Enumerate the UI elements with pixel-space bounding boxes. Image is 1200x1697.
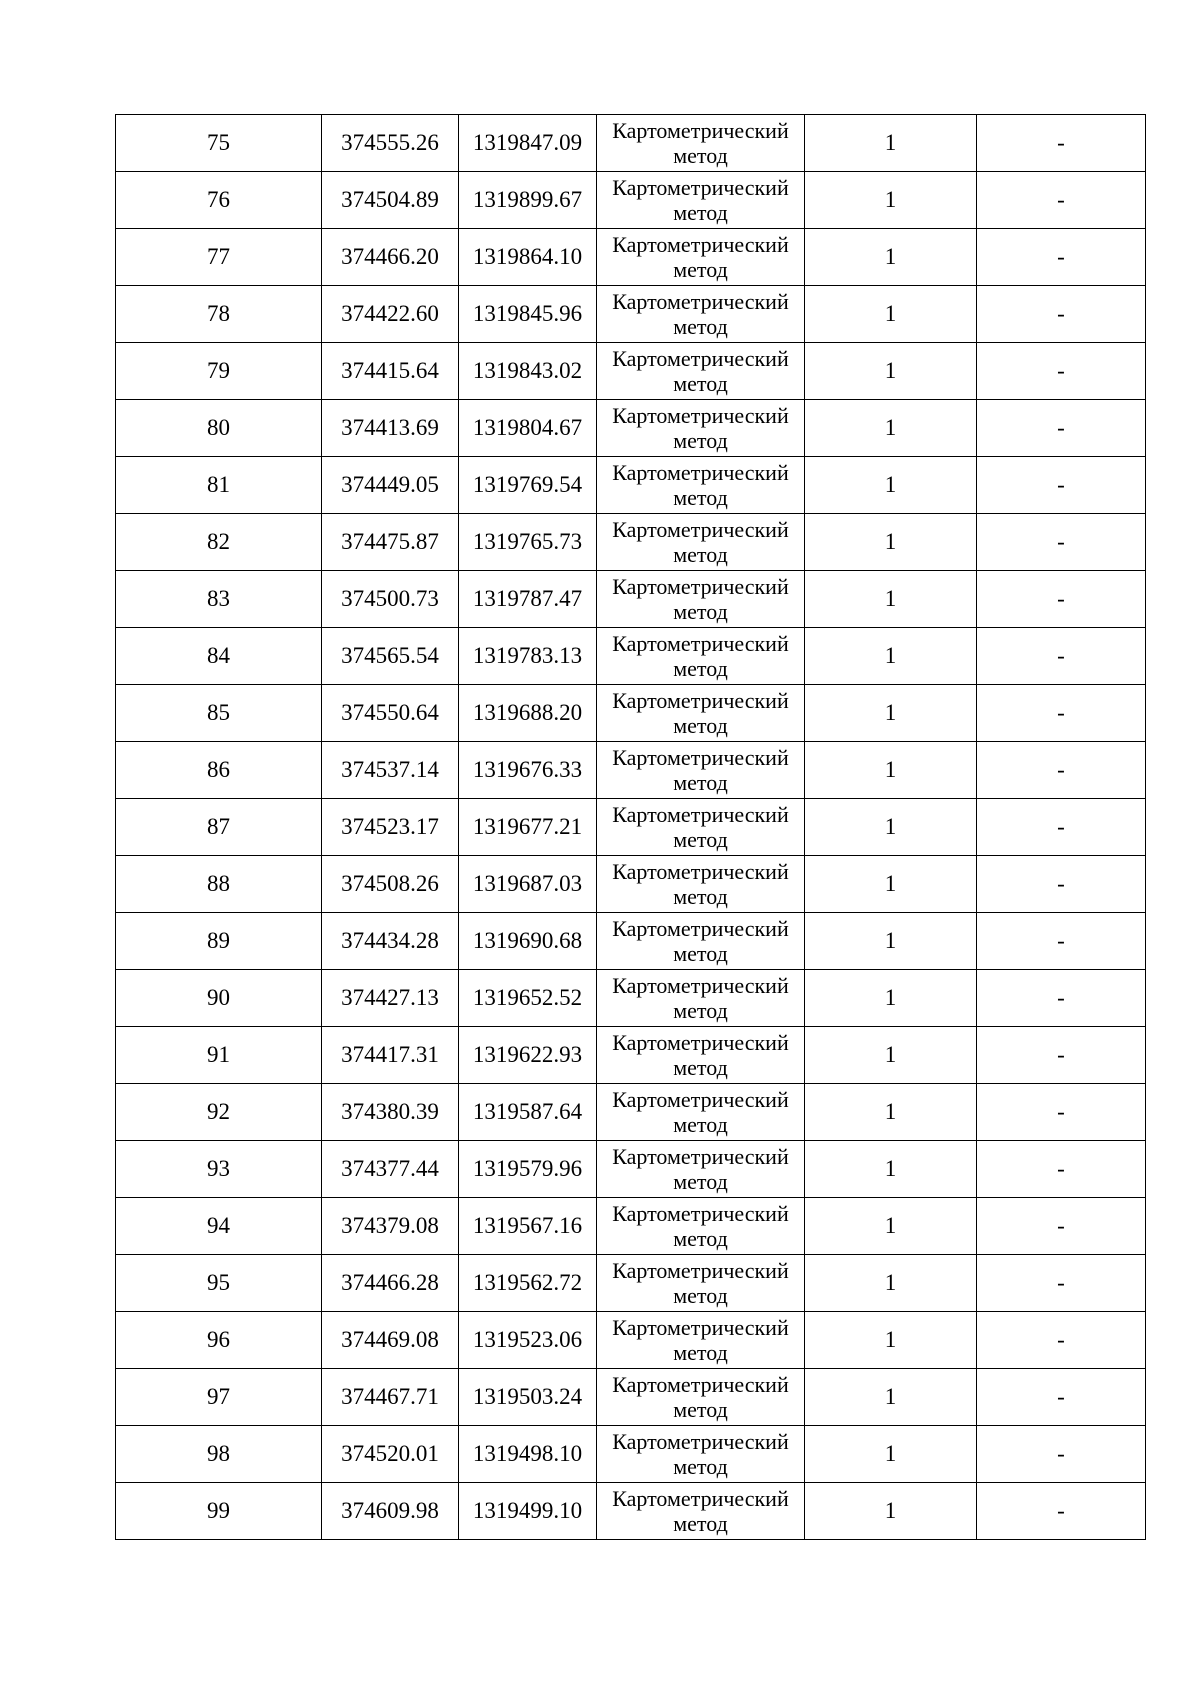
- method-line-2: метод: [673, 143, 728, 168]
- point-number-cell: 78: [116, 286, 322, 343]
- method-line-2: метод: [673, 1454, 728, 1479]
- y-coordinate-cell: 1319765.73: [459, 514, 597, 571]
- x-coordinate-cell: 374466.28: [322, 1255, 459, 1312]
- method-line-2: метод: [673, 371, 728, 396]
- note-cell: -: [977, 1255, 1146, 1312]
- note-cell: -: [977, 685, 1146, 742]
- table-row: [116, 799, 1146, 856]
- accuracy-cell: 1: [805, 286, 977, 343]
- x-coordinate-cell: 374520.01: [322, 1426, 459, 1483]
- method-line-2: метод: [673, 314, 728, 339]
- x-coordinate-cell: 374422.60: [322, 286, 459, 343]
- y-coordinate-cell: 1319499.10: [459, 1483, 597, 1540]
- y-coordinate-cell: 1319652.52: [459, 970, 597, 1027]
- note-cell: -: [977, 628, 1146, 685]
- x-coordinate-cell: 374523.17: [322, 799, 459, 856]
- note-cell: -: [977, 343, 1146, 400]
- note-cell: -: [977, 571, 1146, 628]
- note-cell: -: [977, 1483, 1146, 1540]
- table-row: [116, 457, 1146, 514]
- x-coordinate-cell: 374565.54: [322, 628, 459, 685]
- method-cell: [597, 286, 805, 343]
- x-coordinate-cell: 374467.71: [322, 1369, 459, 1426]
- point-number-cell: 93: [116, 1141, 322, 1198]
- note-cell: -: [977, 229, 1146, 286]
- y-coordinate-cell: 1319523.06: [459, 1312, 597, 1369]
- method-cell: [597, 229, 805, 286]
- method-line-2: метод: [673, 827, 728, 852]
- accuracy-cell: 1: [805, 1084, 977, 1141]
- method-line-1: Картометрический: [612, 745, 789, 770]
- y-coordinate-cell: 1319562.72: [459, 1255, 597, 1312]
- method-line-2: метод: [673, 428, 728, 453]
- x-coordinate-cell: 374469.08: [322, 1312, 459, 1369]
- method-line-2: метод: [673, 770, 728, 795]
- note-cell: -: [977, 514, 1146, 571]
- method-cell: [597, 457, 805, 514]
- table-row: [116, 1141, 1146, 1198]
- method-cell: [597, 1312, 805, 1369]
- method-line-1: Картометрический: [612, 1258, 789, 1283]
- accuracy-cell: 1: [805, 628, 977, 685]
- method-line-1: Картометрический: [612, 1087, 789, 1112]
- point-number-cell: 91: [116, 1027, 322, 1084]
- x-coordinate-cell: 374415.64: [322, 343, 459, 400]
- note-cell: -: [977, 1084, 1146, 1141]
- coordinates-table: [115, 114, 1146, 1540]
- x-coordinate-cell: 374609.98: [322, 1483, 459, 1540]
- method-line-1: Картометрический: [612, 859, 789, 884]
- accuracy-cell: 1: [805, 571, 977, 628]
- method-line-1: Картометрический: [612, 688, 789, 713]
- note-cell: -: [977, 1027, 1146, 1084]
- table-row: [116, 628, 1146, 685]
- method-line-1: Картометрический: [612, 232, 789, 257]
- method-line-1: Картометрический: [612, 802, 789, 827]
- note-cell: -: [977, 400, 1146, 457]
- point-number-cell: 99: [116, 1483, 322, 1540]
- table-row: [116, 286, 1146, 343]
- y-coordinate-cell: 1319899.67: [459, 172, 597, 229]
- y-coordinate-cell: 1319864.10: [459, 229, 597, 286]
- method-line-2: метод: [673, 1283, 728, 1308]
- table-row: [116, 970, 1146, 1027]
- table-row: [116, 172, 1146, 229]
- method-cell: [597, 400, 805, 457]
- accuracy-cell: 1: [805, 457, 977, 514]
- method-cell: [597, 742, 805, 799]
- y-coordinate-cell: 1319677.21: [459, 799, 597, 856]
- table-row: [116, 400, 1146, 457]
- accuracy-cell: 1: [805, 970, 977, 1027]
- method-cell: [597, 1141, 805, 1198]
- method-line-1: Картометрический: [612, 916, 789, 941]
- point-number-cell: 85: [116, 685, 322, 742]
- x-coordinate-cell: 374475.87: [322, 514, 459, 571]
- y-coordinate-cell: 1319503.24: [459, 1369, 597, 1426]
- table-row: [116, 742, 1146, 799]
- note-cell: -: [977, 457, 1146, 514]
- method-line-2: метод: [673, 1397, 728, 1422]
- method-line-1: Картометрический: [612, 973, 789, 998]
- method-line-2: метод: [673, 542, 728, 567]
- table-row: [116, 571, 1146, 628]
- y-coordinate-cell: 1319769.54: [459, 457, 597, 514]
- method-line-2: метод: [673, 656, 728, 681]
- point-number-cell: 79: [116, 343, 322, 400]
- method-cell: [597, 115, 805, 172]
- x-coordinate-cell: 374413.69: [322, 400, 459, 457]
- point-number-cell: 92: [116, 1084, 322, 1141]
- method-cell: [597, 1084, 805, 1141]
- x-coordinate-cell: 374504.89: [322, 172, 459, 229]
- method-line-2: метод: [673, 1340, 728, 1365]
- note-cell: -: [977, 1369, 1146, 1426]
- accuracy-cell: 1: [805, 742, 977, 799]
- table-row: [116, 115, 1146, 172]
- method-line-1: Картометрический: [612, 1429, 789, 1454]
- method-cell: [597, 1255, 805, 1312]
- point-number-cell: 87: [116, 799, 322, 856]
- accuracy-cell: 1: [805, 799, 977, 856]
- method-cell: [597, 1198, 805, 1255]
- method-cell: [597, 1027, 805, 1084]
- x-coordinate-cell: 374466.20: [322, 229, 459, 286]
- y-coordinate-cell: 1319687.03: [459, 856, 597, 913]
- method-cell: [597, 172, 805, 229]
- method-cell: [597, 1369, 805, 1426]
- point-number-cell: 94: [116, 1198, 322, 1255]
- table-row: [116, 1255, 1146, 1312]
- accuracy-cell: 1: [805, 343, 977, 400]
- table-row: [116, 1312, 1146, 1369]
- point-number-cell: 89: [116, 913, 322, 970]
- x-coordinate-cell: 374417.31: [322, 1027, 459, 1084]
- method-line-1: Картометрический: [612, 574, 789, 599]
- method-cell: [597, 685, 805, 742]
- method-line-1: Картометрический: [612, 403, 789, 428]
- accuracy-cell: 1: [805, 400, 977, 457]
- y-coordinate-cell: 1319690.68: [459, 913, 597, 970]
- method-line-2: метод: [673, 1226, 728, 1251]
- accuracy-cell: 1: [805, 1027, 977, 1084]
- table-row: [116, 229, 1146, 286]
- method-line-1: Картометрический: [612, 517, 789, 542]
- x-coordinate-cell: 374537.14: [322, 742, 459, 799]
- method-line-1: Картометрический: [612, 1486, 789, 1511]
- method-line-2: метод: [673, 884, 728, 909]
- point-number-cell: 96: [116, 1312, 322, 1369]
- point-number-cell: 75: [116, 115, 322, 172]
- table-row: [116, 514, 1146, 571]
- point-number-cell: 81: [116, 457, 322, 514]
- method-line-1: Картометрический: [612, 346, 789, 371]
- accuracy-cell: 1: [805, 1426, 977, 1483]
- note-cell: -: [977, 1141, 1146, 1198]
- method-line-1: Картометрический: [612, 289, 789, 314]
- method-cell: [597, 970, 805, 1027]
- method-cell: [597, 799, 805, 856]
- point-number-cell: 98: [116, 1426, 322, 1483]
- accuracy-cell: 1: [805, 1141, 977, 1198]
- method-line-1: Картометрический: [612, 1030, 789, 1055]
- accuracy-cell: 1: [805, 1198, 977, 1255]
- note-cell: -: [977, 856, 1146, 913]
- method-line-2: метод: [673, 1511, 728, 1536]
- y-coordinate-cell: 1319622.93: [459, 1027, 597, 1084]
- method-line-2: метод: [673, 1055, 728, 1080]
- table-row: [116, 685, 1146, 742]
- note-cell: -: [977, 799, 1146, 856]
- note-cell: -: [977, 172, 1146, 229]
- method-line-1: Картометрический: [612, 631, 789, 656]
- y-coordinate-cell: 1319579.96: [459, 1141, 597, 1198]
- method-cell: [597, 343, 805, 400]
- table-row: [116, 1027, 1146, 1084]
- note-cell: -: [977, 1198, 1146, 1255]
- accuracy-cell: 1: [805, 1369, 977, 1426]
- point-number-cell: 97: [116, 1369, 322, 1426]
- method-line-1: Картометрический: [612, 1144, 789, 1169]
- y-coordinate-cell: 1319843.02: [459, 343, 597, 400]
- accuracy-cell: 1: [805, 1483, 977, 1540]
- accuracy-cell: 1: [805, 913, 977, 970]
- table-row: [116, 1426, 1146, 1483]
- note-cell: -: [977, 115, 1146, 172]
- x-coordinate-cell: 374449.05: [322, 457, 459, 514]
- method-line-1: Картометрический: [612, 1201, 789, 1226]
- table-row: [116, 856, 1146, 913]
- y-coordinate-cell: 1319804.67: [459, 400, 597, 457]
- point-number-cell: 80: [116, 400, 322, 457]
- method-line-1: Картометрический: [612, 1315, 789, 1340]
- y-coordinate-cell: 1319787.47: [459, 571, 597, 628]
- point-number-cell: 84: [116, 628, 322, 685]
- point-number-cell: 83: [116, 571, 322, 628]
- y-coordinate-cell: 1319498.10: [459, 1426, 597, 1483]
- accuracy-cell: 1: [805, 514, 977, 571]
- method-line-1: Картометрический: [612, 175, 789, 200]
- table-row: [116, 1198, 1146, 1255]
- table-row: [116, 913, 1146, 970]
- method-cell: [597, 913, 805, 970]
- y-coordinate-cell: 1319688.20: [459, 685, 597, 742]
- x-coordinate-cell: 374379.08: [322, 1198, 459, 1255]
- x-coordinate-cell: 374500.73: [322, 571, 459, 628]
- note-cell: -: [977, 913, 1146, 970]
- y-coordinate-cell: 1319783.13: [459, 628, 597, 685]
- accuracy-cell: 1: [805, 1312, 977, 1369]
- x-coordinate-cell: 374555.26: [322, 115, 459, 172]
- method-cell: [597, 1483, 805, 1540]
- table-row: [116, 1483, 1146, 1540]
- method-line-2: метод: [673, 941, 728, 966]
- y-coordinate-cell: 1319845.96: [459, 286, 597, 343]
- y-coordinate-cell: 1319847.09: [459, 115, 597, 172]
- note-cell: -: [977, 286, 1146, 343]
- accuracy-cell: 1: [805, 1255, 977, 1312]
- method-line-2: метод: [673, 200, 728, 225]
- point-number-cell: 95: [116, 1255, 322, 1312]
- y-coordinate-cell: 1319676.33: [459, 742, 597, 799]
- point-number-cell: 90: [116, 970, 322, 1027]
- x-coordinate-cell: 374508.26: [322, 856, 459, 913]
- point-number-cell: 77: [116, 229, 322, 286]
- method-line-1: Картометрический: [612, 1372, 789, 1397]
- point-number-cell: 82: [116, 514, 322, 571]
- method-line-2: метод: [673, 998, 728, 1023]
- x-coordinate-cell: 374550.64: [322, 685, 459, 742]
- method-cell: [597, 856, 805, 913]
- method-cell: [597, 1426, 805, 1483]
- accuracy-cell: 1: [805, 856, 977, 913]
- point-number-cell: 76: [116, 172, 322, 229]
- x-coordinate-cell: 374377.44: [322, 1141, 459, 1198]
- method-line-2: метод: [673, 599, 728, 624]
- point-number-cell: 88: [116, 856, 322, 913]
- table-row: [116, 1369, 1146, 1426]
- point-number-cell: 86: [116, 742, 322, 799]
- accuracy-cell: 1: [805, 685, 977, 742]
- method-cell: [597, 514, 805, 571]
- method-line-2: метод: [673, 1169, 728, 1194]
- method-line-2: метод: [673, 713, 728, 738]
- x-coordinate-cell: 374434.28: [322, 913, 459, 970]
- note-cell: -: [977, 1426, 1146, 1483]
- method-cell: [597, 628, 805, 685]
- note-cell: -: [977, 1312, 1146, 1369]
- method-line-1: Картометрический: [612, 460, 789, 485]
- note-cell: -: [977, 742, 1146, 799]
- accuracy-cell: 1: [805, 172, 977, 229]
- note-cell: -: [977, 970, 1146, 1027]
- accuracy-cell: 1: [805, 115, 977, 172]
- method-line-1: Картометрический: [612, 118, 789, 143]
- table-row: [116, 1084, 1146, 1141]
- y-coordinate-cell: 1319587.64: [459, 1084, 597, 1141]
- method-line-2: метод: [673, 485, 728, 510]
- table-row: [116, 343, 1146, 400]
- accuracy-cell: 1: [805, 229, 977, 286]
- x-coordinate-cell: 374380.39: [322, 1084, 459, 1141]
- x-coordinate-cell: 374427.13: [322, 970, 459, 1027]
- y-coordinate-cell: 1319567.16: [459, 1198, 597, 1255]
- coordinates-table-body: [116, 115, 1146, 1540]
- method-line-2: метод: [673, 257, 728, 282]
- method-line-2: метод: [673, 1112, 728, 1137]
- method-cell: [597, 571, 805, 628]
